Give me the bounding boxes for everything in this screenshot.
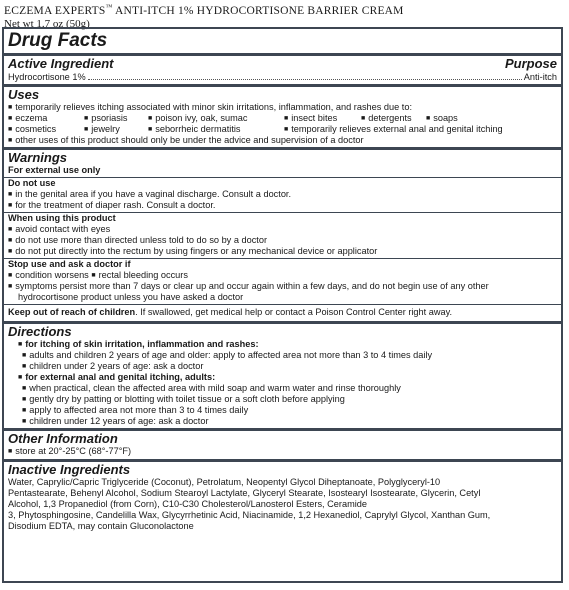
warning-item: avoid contact with eyes [15, 224, 111, 234]
bullet-icon: ■ [284, 126, 289, 133]
active-section [4, 53, 561, 84]
bullet-icon: ■ [22, 407, 27, 414]
bullet-icon: ■ [8, 191, 13, 198]
other-info-heading: Other Information [8, 431, 118, 446]
bullet-icon: ■ [22, 418, 27, 425]
bullet-icon: ■ [8, 126, 13, 133]
direction-item: children under 12 years of age: ask a doctor [29, 416, 209, 426]
bullet-icon: ■ [84, 126, 89, 133]
bullet-icon: ■ [8, 283, 13, 290]
bullet-icon: ■ [84, 115, 89, 122]
product-name: ANTI-ITCH 1% HYDROCORTISONE BARRIER CREAM [114, 4, 404, 17]
directions-heading: Directions [8, 324, 72, 339]
bullet-icon: ■ [18, 374, 23, 381]
purpose-heading: Purpose [504, 56, 557, 71]
bullet-icon: ■ [284, 115, 289, 122]
bullet-icon: ■ [426, 115, 431, 122]
warning-item: do not put directly into the rectum by using fingers or any mechanical device or applicator [15, 246, 378, 256]
use-item: eczema [15, 113, 48, 123]
when-using-heading: When using this product [8, 213, 116, 223]
use-item: psoriasis [91, 113, 128, 123]
bullet-icon: ■ [8, 202, 13, 209]
warning-item: in the genital area if you have a vaginal discharge. Consult a doctor. [15, 189, 292, 199]
uses-other: other uses of this product should only be under the advice and supervision of a doctor [15, 135, 364, 145]
directions-skin-heading: for itching of skin irritation, inflammation and rashes: [25, 339, 259, 349]
bullet-icon: ■ [8, 248, 13, 255]
other-info-item: store at 20°-25°C (68°-77°F) [15, 446, 132, 456]
uses-heading: Uses [8, 87, 40, 102]
direction-item: adults and children 2 years of age and older: apply to affected area not more than 3 to 4 times daily [29, 350, 433, 360]
other-info-section [4, 428, 561, 459]
warning-item: rectal bleeding occurs [98, 270, 188, 280]
bullet-icon: ■ [8, 115, 13, 122]
inactive-heading: Inactive Ingredients [8, 462, 131, 477]
bullet-icon: ■ [8, 137, 13, 144]
bullet-icon: ■ [8, 226, 13, 233]
brand-name: ECZEMA EXPERTS [4, 4, 106, 17]
use-item: soaps [433, 113, 458, 123]
drug-facts-panel [2, 27, 563, 583]
stop-use-heading: Stop use and ask a doctor if [8, 259, 131, 269]
net-weight: Net wt 1.7 oz (50g) [4, 17, 90, 30]
directions-anal-heading: for external anal and genital itching, adults: [25, 372, 216, 382]
warning-item-cont: hydrocortisone product unless you have asked a doctor [18, 292, 244, 302]
keep-out-heading: Keep out of reach of children [8, 307, 136, 317]
active-heading: Active Ingredient [8, 56, 114, 71]
bullet-icon: ■ [91, 272, 96, 279]
direction-item: gently dry by patting or blotting with toilet tissue or a soft cloth before applying [29, 394, 345, 404]
bullet-icon: ■ [148, 115, 153, 122]
inactive-line: Alcohol, 1,3 Propanediol (from Corn), C10-C30 Cholesterol/Lanosterol Esters, Ceramide [8, 499, 367, 509]
use-item: seborrheic dermatitis [155, 124, 241, 134]
bullet-icon: ■ [22, 396, 27, 403]
warnings-section [4, 147, 561, 321]
use-item: temporarily relieves external anal and genital itching [291, 124, 503, 134]
bullet-icon: ■ [18, 341, 23, 348]
warning-item: do not use more than directed unless told to do so by a doctor [15, 235, 268, 245]
bullet-icon: ■ [22, 363, 27, 370]
warning-item: for the treatment of diaper rash. Consult a doctor. [15, 200, 216, 210]
directions-section [4, 321, 561, 428]
keep-out-text: . If swallowed, get medical help or contact a Poison Control Center right away. [135, 307, 453, 317]
uses-section [4, 84, 561, 147]
use-item: detergents [368, 113, 412, 123]
use-item: cosmetics [15, 124, 57, 134]
inactive-section [4, 459, 561, 532]
bullet-icon: ■ [8, 448, 13, 455]
inactive-line: 3, Phytosphingosine, Candelilla Wax, Glycyrrhetinic Acid, Niacinamide, 1,2 Hexanediol, Caprylyl Glycol, Xanthan Gum, [8, 510, 491, 520]
use-item: insect bites [291, 113, 338, 123]
bullet-icon: ■ [8, 272, 13, 279]
external-use: For external use only [8, 165, 101, 175]
do-not-use-heading: Do not use [8, 178, 56, 188]
bullet-icon: ■ [8, 237, 13, 244]
use-item: poison ivy, oak, sumac [155, 113, 248, 123]
bullet-icon: ■ [8, 104, 13, 111]
warning-item: condition worsens [15, 270, 89, 280]
bullet-icon: ■ [361, 115, 366, 122]
brand-line [4, 0, 564, 18]
bullet-icon: ■ [22, 352, 27, 359]
drug-facts-title: Drug Facts [8, 30, 108, 51]
warnings-heading: Warnings [8, 150, 67, 165]
inactive-line: Disodium EDTA, may contain Gluconolactone [8, 521, 194, 531]
direction-item: apply to affected area not more than 3 to 4 times daily [29, 405, 249, 415]
bullet-icon: ■ [22, 385, 27, 392]
inactive-line: Water, Caprylic/Capric Triglyceride (Coconut), Petrolatum, Neopentyl Glycol Diheptanoate, Polyglyceryl-10 [8, 477, 441, 487]
trademark: ™ [105, 3, 113, 11]
direction-item: when practical, clean the affected area with mild soap and warm water and rinse thoroughly [29, 383, 401, 393]
direction-item: children under 2 years of age: ask a doctor [29, 361, 204, 371]
active-ingredient: Hydrocortisone 1% [8, 72, 86, 82]
active-purpose: Anti-itch [523, 72, 557, 82]
inactive-line: Pentastearate, Behenyl Alcohol, Sodium Stearoyl Lactylate, Glyceryl Stearate, Isostearyl Isostearate, Glycerin, Cetyl [8, 488, 481, 498]
bullet-icon: ■ [148, 126, 153, 133]
uses-intro: temporarily relieves itching associated with minor skin irritations, inflammation, and rashes due to: [15, 102, 413, 112]
warning-item: symptoms persist more than 7 days or clear up and occur again within a few days, and do not begin use of any other [15, 281, 489, 291]
use-item: jewelry [91, 124, 120, 134]
